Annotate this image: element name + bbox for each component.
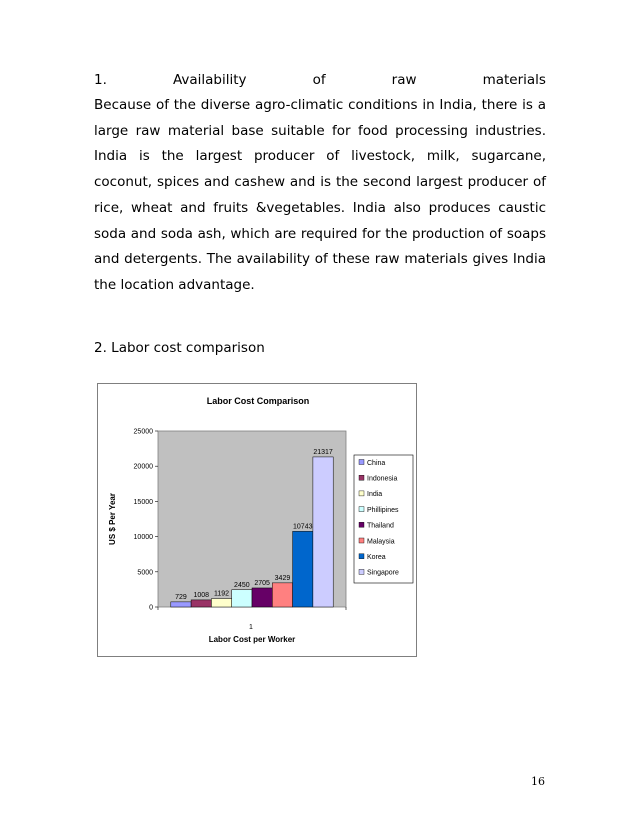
heading-word: raw: [391, 72, 417, 88]
legend-label: Korea: [367, 554, 386, 561]
x-tick-label: 1: [249, 624, 253, 631]
legend-label: Indonesia: [367, 475, 398, 483]
bar-india: [211, 599, 231, 607]
legend-label: Thailand: [367, 522, 394, 530]
x-axis-title: Labor Cost per Worker: [208, 635, 296, 644]
y-tick-label: 5000: [137, 569, 153, 577]
legend: [354, 455, 413, 583]
legend-label: Singapore: [367, 569, 399, 577]
data-label: 21317: [313, 448, 333, 456]
section-1-paragraph: Because of the diverse agro-climatic conditions in India, there is a large raw material base suitable for food processing industries. India is the largest producer of livestock, milk, sugarcane, coconut, spices and cashew and is the second largest producer of rice, wheat and fruits &vegetables. India also produces caustic soda and soda ash, which are required for the production of soaps and detergents. The availability of these raw materials gives India the location advantage.: [94, 97, 546, 293]
heading-word: Availability: [172, 72, 247, 88]
page-number: 16: [531, 775, 545, 788]
data-label: 729: [175, 593, 187, 601]
bar-phillipines: [232, 590, 252, 607]
y-tick-label: 25000: [133, 428, 153, 436]
chart-canvas: [98, 384, 416, 656]
legend-label: China: [367, 459, 386, 467]
data-label: 1192: [214, 590, 230, 598]
y-tick-label: 20000: [133, 463, 153, 471]
heading-word: 1.: [94, 72, 107, 88]
legend-swatch: [359, 538, 364, 543]
data-label: 2705: [254, 579, 270, 587]
section-1-heading: [94, 72, 546, 88]
legend-label: Phillipines: [367, 506, 399, 514]
y-tick-label: 15000: [133, 498, 153, 506]
heading-word: of: [312, 72, 326, 88]
section-2-heading: 2. Labor cost comparison: [94, 340, 265, 356]
data-label: 1008: [193, 591, 210, 599]
heading-word: materials: [482, 72, 546, 88]
legend-swatch: [359, 491, 364, 496]
legend-swatch: [359, 507, 364, 512]
legend-label: Malaysia: [367, 538, 395, 546]
bar-malaysia: [272, 583, 292, 607]
bar-china: [171, 602, 191, 607]
legend-swatch: [359, 460, 364, 465]
bar-thailand: [252, 588, 272, 607]
data-label: 10743: [293, 523, 313, 531]
bar-indonesia: [191, 600, 211, 607]
bar-korea: [293, 531, 313, 607]
data-label: 3429: [274, 574, 291, 582]
bar-singapore: [313, 457, 333, 607]
y-axis-title: US $ Per Year: [108, 493, 117, 545]
y-tick-label: 0: [149, 604, 153, 612]
legend-swatch: [359, 554, 364, 559]
y-tick-label: 10000: [133, 534, 153, 542]
legend-label: India: [367, 491, 383, 499]
data-label: 2450: [234, 581, 250, 589]
labor-cost-chart: [97, 383, 417, 657]
legend-swatch: [359, 569, 364, 574]
chart-title: Labor Cost Comparison: [206, 396, 310, 406]
legend-swatch: [359, 522, 364, 527]
legend-swatch: [359, 475, 364, 480]
